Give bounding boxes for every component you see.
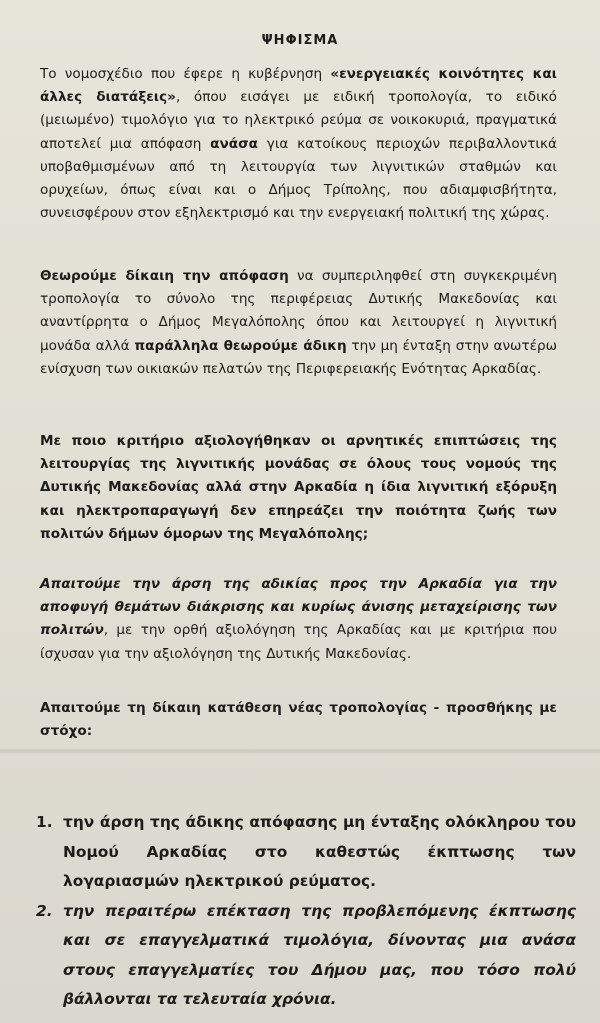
demands-list [36, 808, 576, 1015]
paragraph-fairness-end: την μη ένταξη στην ανωτέρω ενίσχυση των οικιακών πελατών της Περιφερειακής Ενότητας Αρκαδίας. [40, 337, 557, 377]
paragraph-demand-emphasis: Απαιτούμε την άρση της αδικίας προς την Αρκαδία για την αποφυγή θεμάτων διάκρισης και κυρίως άνισης μεταχείρισης των πολιτών [40, 576, 557, 639]
paragraph-fairness-emphasis: παράλληλα θεωρούμε άδικη [134, 337, 347, 354]
demand-item [36, 897, 576, 1015]
paragraph-intro-lead: Το νομοσχέδιο που έφερε η κυβέρνηση [40, 66, 331, 82]
paragraph-intro-middle: , όπου εισάγει με ειδική τροπολογία, το ειδικό (μειωμένο) τιμολόγιο για το ηλεκτρικό ρεύμα σε νοικοκυριά, πραγματικά αποτελεί μια απόφαση [40, 89, 557, 152]
demand-item [36, 808, 576, 897]
demand-number: 2. [36, 901, 53, 920]
emphasis-anasa: ανάσα [210, 135, 259, 152]
demand-text: την περαιτέρω επέκταση της προβλεπόμενης έκπτωσης και σε επαγγελματικά τιμολόγια, δίνοντας μια ανάσα στους επαγγελματίες του Δήμου μας, που τόσο πολύ βάλλονται τα τελευταία χρόνια. [63, 901, 576, 1008]
demand-text: την άρση της άδικης απόφασης μη ένταξης ολόκληρου του Νομού Αρκαδίας στο καθεστώς έκπτωσης των λογαριασμών ηλεκτρικού ρεύματος. [63, 813, 576, 890]
paragraph-fairness-lead: Θεωρούμε δίκαιη την απόφαση [40, 268, 289, 284]
paragraph-fairness [40, 265, 557, 381]
demand-number: 1. [36, 813, 53, 831]
paragraph-intro-end: για κατοίκους περιοχών περιβαλλοντικά υποβαθμισμένων από τη λειτουργία των λιγνιτικών σταθμών και ορυχείων, όπως είναι και ο Δήμος Τρίπολης, που αδιαμφισβήτητα, συνεισφέρουν στον εξηλεκτρισμό και την ενεργειακή πολιτική της χώρας. [40, 135, 558, 222]
paragraph-demand-end: , με την ορθή αξιολόγηση της Αρκαδίας και με κριτήρια που ίσχυσαν για την αξιολόγηση της Δυτικής Μακεδονίας. [40, 622, 557, 662]
paragraph-fairness-middle: να συμπεριληφθεί στη συγκεκριμένη τροπολογία το σύνολο της περιφέρειας Δυτικής Μακεδονίας και αναντίρρητα ο Δήμος Μεγαλόπολης όπου και λειτουργεί η λιγνιτική μονάδα αλλά [40, 268, 557, 354]
bill-name: «ενεργειακές κοινότητες και άλλες διατάξεις» [40, 66, 557, 106]
paragraph-new-amendment: Απαιτούμε τη δίκαιη κατάθεση νέας τροπολογίας - προσθήκης με στόχο: [40, 700, 557, 740]
document-title: ΨΗΦΙΣΜΑ [261, 33, 339, 48]
paragraph-question: Με ποιο κριτήριο αξιολογήθηκαν οι αρνητικές επιπτώσεις της λειτουργίας της λιγνιτικής μονάδας σε όλους τους νομούς της Δυτικής Μακεδονίας αλλά στην Αρκαδία η ίδια λιγνιτική εξόρυξη και ηλεκτροπαραγωγή δεν επηρεάζει την ποιότητα ζωής των πολιτών δήμων όμορων της Μεγαλόπολης; [40, 433, 557, 542]
paragraph-demand-justice [40, 573, 557, 666]
paragraph-intro [40, 63, 557, 225]
paper-fold [0, 748, 600, 754]
